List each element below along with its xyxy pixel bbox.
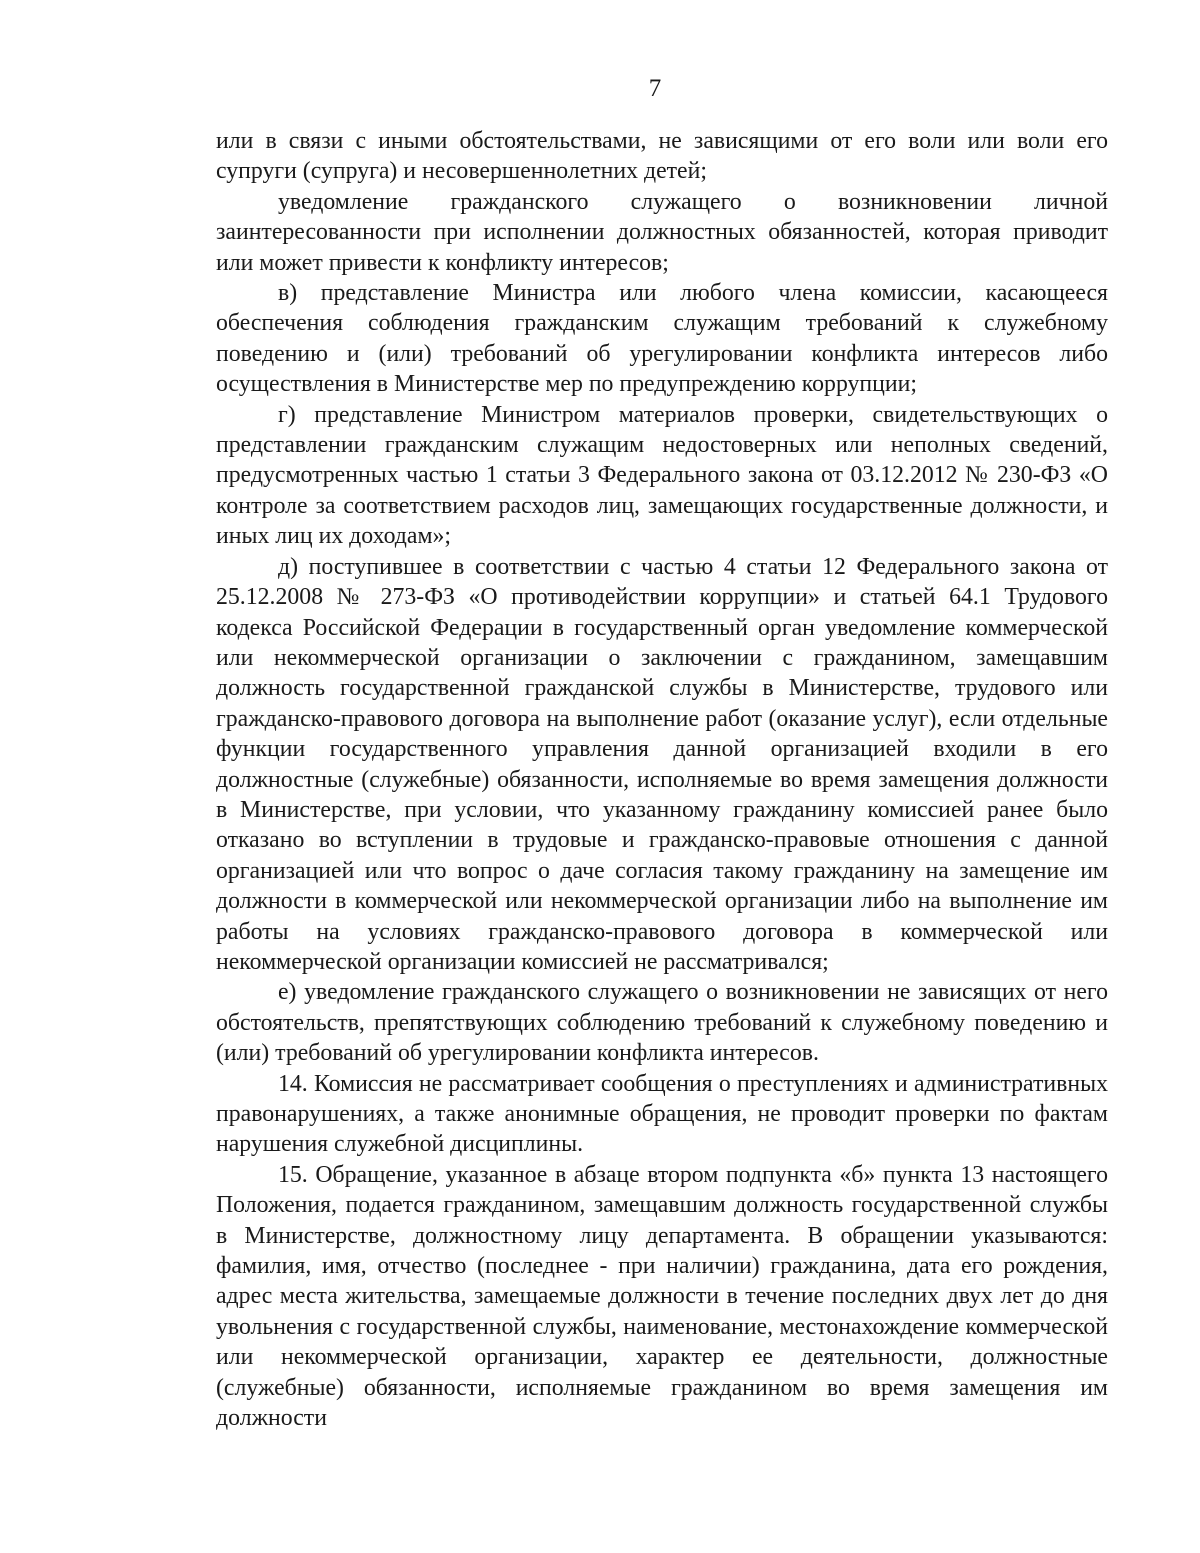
paragraph-item-14: 14. Комиссия не рассматривает сообщения о преступлениях и административных правонарушениях, а также анонимные обращения, не проводит проверки по фактам нарушения служебной дисциплины. (216, 1070, 1108, 1158)
paragraph-notification-interest: уведомление гражданского служащего о возникновении личной заинтересованности при исполнении должностных обязанностей, которая приводит или может привести к конфликту интересов; (216, 188, 1108, 276)
document-body (216, 126, 1108, 1433)
paragraph-item-v: в) представление Министра или любого члена комиссии, касающееся обеспечения соблюдения гражданским служащим требований к служебному поведению и (или) требований об урегулировании конфликта интересов либо осуществления в Министерстве мер по предупреждению коррупции; (216, 280, 1108, 398)
paragraph-continuation: или в связи с иными обстоятельствами, не зависящими от его воли или воли его супруги (супруга) и несовершеннолетних детей; (216, 128, 1108, 185)
paragraph-item-e: е) уведомление гражданского служащего о возникновении не зависящих от него обстоятельств, препятствующих соблюдению требований к служебному поведению и (или) требований об урегулировании конфликта интересов. (216, 979, 1108, 1067)
paragraph-item-15: 15. Обращение, указанное в абзаце втором подпункта «б» пункта 13 настоящего Положения, подается гражданином, замещавшим должность государственной службы в Министерстве, должностному лицу департамента. В обращении указываются: фамилия, имя, отчество (последнее - при наличии) гражданина, дата его рождения, адрес места жительства, замещаемые должности в течение последних двух лет до дня увольнения с государственной службы, наименование, местонахождение коммерческой или некоммерческой организации, характер ее деятельности, должностные (служебные) обязанности, исполняемые гражданином во время замещения им должности (216, 1161, 1108, 1432)
paragraph-item-g: г) представление Министром материалов проверки, свидетельствующих о представлении гражданским служащим недостоверных или неполных сведений, предусмотренных частью 1 статьи 3 Федерального закона от 03.12.2012 № 230-ФЗ «О контроле за соответствием расходов лиц, замещающих государственные должности, и иных лиц их доходам»; (216, 401, 1108, 550)
page-number: 7 (648, 75, 662, 102)
paragraph-item-d: д) поступившее в соответствии с частью 4 статьи 12 Федерального закона от 25.12.2008 № 273-ФЗ «О противодействии коррупции» и статьей 64.1 Трудового кодекса Российской Федерации в государственный орган уведомление коммерческой или некоммерческой организации о заключении с гражданином, замещавшим должность государственной гражданской службы в Министерстве, трудового или гражданско-правового договора на выполнение работ (оказание услуг), если отдельные функции государственного управления данной организацией входили в его должностные (служебные) обязанности, исполняемые во время замещения должности в Министерстве, при условии, что указанному гражданину комиссией ранее было отказано во вступлении в трудовые и гражданско-правовые отношения с данной организацией или что вопрос о даче согласия такому гражданину на замещение им должности в коммерческой или некоммерческой организации либо на выполнение им работы на условиях гражданско-правового договора в коммерческой или некоммерческой организации комиссией не рассматривался; (216, 553, 1108, 975)
